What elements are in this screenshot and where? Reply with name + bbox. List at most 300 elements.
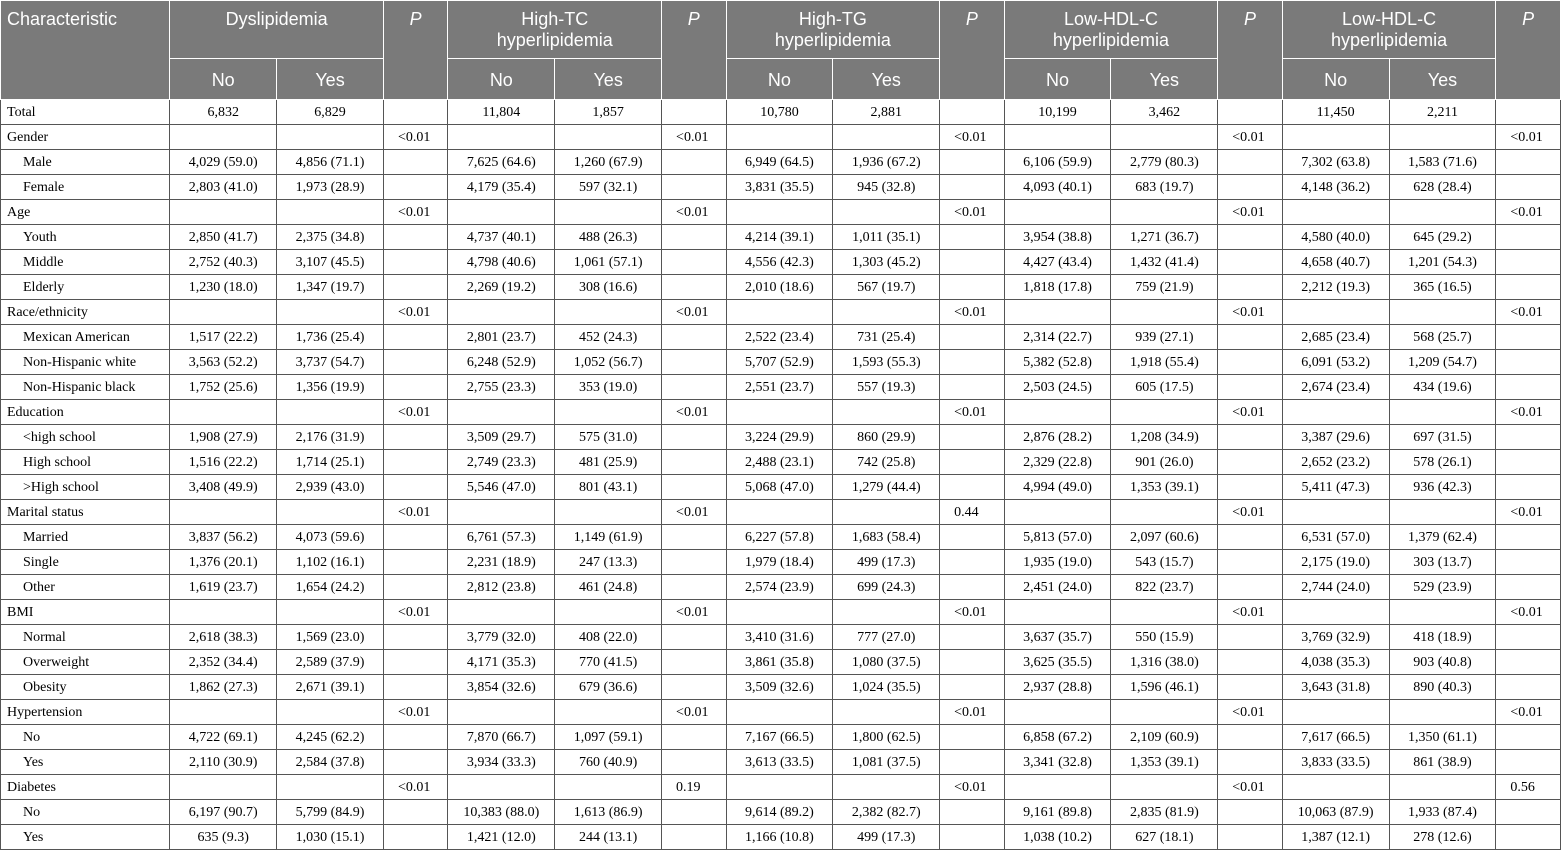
table-header <box>1 1 1561 100</box>
row-label: BMI <box>1 600 170 625</box>
p-value-cell <box>1218 150 1282 175</box>
value-cell: 303 (13.7) <box>1389 550 1496 575</box>
value-cell: 1,736 (25.4) <box>277 325 384 350</box>
value-cell: 4,737 (40.1) <box>448 225 555 250</box>
value-cell <box>448 200 555 225</box>
p-value-cell <box>383 275 447 300</box>
row-label: Normal <box>1 625 170 650</box>
value-cell: 635 (9.3) <box>170 825 277 850</box>
value-cell: 2,451 (24.0) <box>1004 575 1111 600</box>
value-cell: 1,376 (20.1) <box>170 550 277 575</box>
row-label: No <box>1 800 170 825</box>
p-value-cell <box>1218 825 1282 850</box>
p-value-cell <box>662 750 726 775</box>
value-cell <box>1389 700 1496 725</box>
p-value-cell <box>1218 525 1282 550</box>
value-cell <box>277 300 384 325</box>
value-cell: 461 (24.8) <box>555 575 662 600</box>
value-cell: 1,271 (36.7) <box>1111 225 1218 250</box>
p-value-cell: <0.01 <box>1218 300 1282 325</box>
table-row <box>1 225 1561 250</box>
value-cell <box>1389 600 1496 625</box>
p-value-cell <box>383 550 447 575</box>
value-cell: 2,755 (23.3) <box>448 375 555 400</box>
value-cell: 2,503 (24.5) <box>1004 375 1111 400</box>
value-cell: 6,197 (90.7) <box>170 800 277 825</box>
value-cell <box>1282 125 1389 150</box>
value-cell: 10,383 (88.0) <box>448 800 555 825</box>
value-cell: 9,614 (89.2) <box>726 800 833 825</box>
p-value-cell <box>662 725 726 750</box>
value-cell: 488 (26.3) <box>555 225 662 250</box>
p-value-cell <box>383 350 447 375</box>
value-cell: 1,052 (56.7) <box>555 350 662 375</box>
value-cell: 2,211 <box>1389 100 1496 125</box>
value-cell: 543 (15.7) <box>1111 550 1218 575</box>
row-label: Female <box>1 175 170 200</box>
p-header: P <box>662 1 726 100</box>
value-cell: 499 (17.3) <box>833 550 940 575</box>
value-cell: 529 (23.9) <box>1389 575 1496 600</box>
p-value-cell <box>940 450 1004 475</box>
table-row <box>1 750 1561 775</box>
p-value-cell <box>940 825 1004 850</box>
value-cell <box>555 500 662 525</box>
value-cell <box>1282 200 1389 225</box>
table-row <box>1 450 1561 475</box>
value-cell: 3,341 (32.8) <box>1004 750 1111 775</box>
value-cell <box>170 200 277 225</box>
p-value-cell <box>1496 425 1561 450</box>
p-value-cell: <0.01 <box>1218 700 1282 725</box>
value-cell <box>1111 700 1218 725</box>
table-row <box>1 150 1561 175</box>
value-cell: 7,167 (66.5) <box>726 725 833 750</box>
value-cell: 3,107 (45.5) <box>277 250 384 275</box>
value-cell: 1,862 (27.3) <box>170 675 277 700</box>
value-cell: 1,421 (12.0) <box>448 825 555 850</box>
group-header-high-tc: High-TC hyperlipidemia <box>448 1 662 59</box>
value-cell: 3,769 (32.9) <box>1282 625 1389 650</box>
value-cell: 1,149 (61.9) <box>555 525 662 550</box>
p-value-cell: <0.01 <box>940 600 1004 625</box>
value-cell: 5,382 (52.8) <box>1004 350 1111 375</box>
p-value-cell <box>940 625 1004 650</box>
value-cell <box>833 300 940 325</box>
value-cell: 2,835 (81.9) <box>1111 800 1218 825</box>
value-cell: 4,427 (43.4) <box>1004 250 1111 275</box>
value-cell: 2,752 (40.3) <box>170 250 277 275</box>
p-value-cell: 0.19 <box>662 775 726 800</box>
value-cell <box>1004 775 1111 800</box>
value-cell: 3,934 (33.3) <box>448 750 555 775</box>
value-cell: 2,850 (41.7) <box>170 225 277 250</box>
value-cell: 801 (43.1) <box>555 475 662 500</box>
value-cell: 3,837 (56.2) <box>170 525 277 550</box>
value-cell: 939 (27.1) <box>1111 325 1218 350</box>
value-cell: 1,201 (54.3) <box>1389 250 1496 275</box>
value-cell: 6,761 (57.3) <box>448 525 555 550</box>
p-value-cell <box>940 675 1004 700</box>
value-cell: 731 (25.4) <box>833 325 940 350</box>
value-cell <box>1111 600 1218 625</box>
value-cell: 578 (26.1) <box>1389 450 1496 475</box>
value-cell: 1,593 (55.3) <box>833 350 940 375</box>
value-cell: 2,801 (23.7) <box>448 325 555 350</box>
table-row <box>1 625 1561 650</box>
value-cell <box>1282 600 1389 625</box>
value-cell: 936 (42.3) <box>1389 475 1496 500</box>
value-cell: 3,954 (38.8) <box>1004 225 1111 250</box>
p-value-cell <box>662 575 726 600</box>
p-value-cell: <0.01 <box>940 775 1004 800</box>
value-cell: 759 (21.9) <box>1111 275 1218 300</box>
value-cell: 1,260 (67.9) <box>555 150 662 175</box>
table-row <box>1 675 1561 700</box>
value-cell: 6,531 (57.0) <box>1282 525 1389 550</box>
value-cell <box>833 500 940 525</box>
p-value-cell: <0.01 <box>1496 500 1561 525</box>
p-value-cell <box>383 825 447 850</box>
p-value-cell <box>1218 800 1282 825</box>
value-cell: 2,937 (28.8) <box>1004 675 1111 700</box>
value-cell: 308 (16.6) <box>555 275 662 300</box>
value-cell: 481 (25.9) <box>555 450 662 475</box>
no-header: No <box>726 59 833 100</box>
value-cell: 2,522 (23.4) <box>726 325 833 350</box>
p-value-cell <box>1218 575 1282 600</box>
p-value-cell <box>383 725 447 750</box>
value-cell: 7,302 (63.8) <box>1282 150 1389 175</box>
value-cell: 365 (16.5) <box>1389 275 1496 300</box>
p-value-cell <box>1218 750 1282 775</box>
p-value-cell <box>940 350 1004 375</box>
value-cell <box>277 500 384 525</box>
p-value-cell <box>662 450 726 475</box>
row-label: Yes <box>1 825 170 850</box>
value-cell: 11,450 <box>1282 100 1389 125</box>
table-row <box>1 800 1561 825</box>
p-value-cell <box>1496 325 1561 350</box>
p-value-cell <box>383 650 447 675</box>
value-cell <box>170 300 277 325</box>
p-value-cell <box>1496 450 1561 475</box>
value-cell: 1,279 (44.4) <box>833 475 940 500</box>
p-value-cell: <0.01 <box>662 700 726 725</box>
value-cell: 4,179 (35.4) <box>448 175 555 200</box>
value-cell <box>448 125 555 150</box>
p-value-cell <box>1218 225 1282 250</box>
value-cell <box>448 600 555 625</box>
p-value-cell <box>1218 475 1282 500</box>
value-cell: 4,994 (49.0) <box>1004 475 1111 500</box>
value-cell <box>277 125 384 150</box>
p-value-cell <box>940 225 1004 250</box>
p-value-cell <box>662 650 726 675</box>
value-cell: 2,314 (22.7) <box>1004 325 1111 350</box>
p-value-cell <box>1218 725 1282 750</box>
p-value-cell <box>940 725 1004 750</box>
value-cell: 1,011 (35.1) <box>833 225 940 250</box>
value-cell: 860 (29.9) <box>833 425 940 450</box>
value-cell: 1,166 (10.8) <box>726 825 833 850</box>
value-cell: 5,799 (84.9) <box>277 800 384 825</box>
value-cell: 3,613 (33.5) <box>726 750 833 775</box>
p-value-cell <box>383 675 447 700</box>
row-label: Gender <box>1 125 170 150</box>
p-value-cell: <0.01 <box>662 500 726 525</box>
value-cell <box>1004 300 1111 325</box>
p-header: P <box>383 1 447 100</box>
p-value-cell <box>1218 625 1282 650</box>
p-value-cell <box>662 425 726 450</box>
p-value-cell <box>383 375 447 400</box>
value-cell: 7,625 (64.6) <box>448 150 555 175</box>
p-value-cell: <0.01 <box>1496 200 1561 225</box>
value-cell: 3,563 (52.2) <box>170 350 277 375</box>
value-cell: 11,804 <box>448 100 555 125</box>
p-value-cell <box>1496 800 1561 825</box>
p-value-cell <box>1496 150 1561 175</box>
row-label: >High school <box>1 475 170 500</box>
value-cell: 3,462 <box>1111 100 1218 125</box>
value-cell: 452 (24.3) <box>555 325 662 350</box>
no-header: No <box>448 59 555 100</box>
value-cell: 568 (25.7) <box>1389 325 1496 350</box>
value-cell: 3,779 (32.0) <box>448 625 555 650</box>
p-value-cell <box>1496 625 1561 650</box>
p-value-cell: <0.01 <box>940 125 1004 150</box>
value-cell: 1,347 (19.7) <box>277 275 384 300</box>
row-label: Marital status <box>1 500 170 525</box>
p-value-cell <box>383 175 447 200</box>
value-cell: 6,248 (52.9) <box>448 350 555 375</box>
p-value-cell: <0.01 <box>383 300 447 325</box>
value-cell <box>1111 400 1218 425</box>
table-body <box>1 100 1561 850</box>
p-value-cell <box>1496 100 1561 125</box>
value-cell: 1,356 (19.9) <box>277 375 384 400</box>
value-cell: 4,171 (35.3) <box>448 650 555 675</box>
table-row <box>1 500 1561 525</box>
table-row <box>1 725 1561 750</box>
value-cell <box>833 200 940 225</box>
value-cell <box>170 400 277 425</box>
value-cell: 7,617 (66.5) <box>1282 725 1389 750</box>
p-value-cell: <0.01 <box>662 300 726 325</box>
p-value-cell: <0.01 <box>940 400 1004 425</box>
p-value-cell <box>383 325 447 350</box>
p-value-cell <box>383 475 447 500</box>
value-cell <box>555 200 662 225</box>
value-cell: 697 (31.5) <box>1389 425 1496 450</box>
p-value-cell: 0.56 <box>1496 775 1561 800</box>
value-cell: 2,652 (23.2) <box>1282 450 1389 475</box>
value-cell: 1,908 (27.9) <box>170 425 277 450</box>
value-cell: 4,029 (59.0) <box>170 150 277 175</box>
value-cell: 1,619 (23.7) <box>170 575 277 600</box>
p-value-cell <box>1496 575 1561 600</box>
value-cell <box>555 300 662 325</box>
value-cell: 2,812 (23.8) <box>448 575 555 600</box>
value-cell <box>726 300 833 325</box>
p-value-cell <box>1496 250 1561 275</box>
row-label: Married <box>1 525 170 550</box>
value-cell: 1,030 (15.1) <box>277 825 384 850</box>
value-cell <box>1111 775 1218 800</box>
value-cell <box>555 700 662 725</box>
value-cell: 2,375 (34.8) <box>277 225 384 250</box>
value-cell: 903 (40.8) <box>1389 650 1496 675</box>
table-row <box>1 250 1561 275</box>
p-value-cell: <0.01 <box>1218 200 1282 225</box>
value-cell: 3,854 (32.6) <box>448 675 555 700</box>
group-header-dyslipidemia: Dyslipidemia <box>170 1 384 59</box>
yes-header: Yes <box>1111 59 1218 100</box>
value-cell: 2,618 (38.3) <box>170 625 277 650</box>
value-cell <box>277 775 384 800</box>
value-cell: 2,109 (60.9) <box>1111 725 1218 750</box>
p-value-cell <box>662 550 726 575</box>
value-cell: 7,870 (66.7) <box>448 725 555 750</box>
value-cell: 5,813 (57.0) <box>1004 525 1111 550</box>
p-value-cell: <0.01 <box>383 200 447 225</box>
value-cell <box>170 600 277 625</box>
value-cell: 1,933 (87.4) <box>1389 800 1496 825</box>
value-cell <box>555 775 662 800</box>
value-cell: 1,857 <box>555 100 662 125</box>
value-cell: 3,387 (29.6) <box>1282 425 1389 450</box>
p-value-cell: <0.01 <box>940 200 1004 225</box>
value-cell: 1,303 (45.2) <box>833 250 940 275</box>
value-cell: 4,798 (40.6) <box>448 250 555 275</box>
p-value-cell: <0.01 <box>383 500 447 525</box>
p-value-cell <box>662 350 726 375</box>
yes-header: Yes <box>833 59 940 100</box>
table-row <box>1 375 1561 400</box>
value-cell: 2,176 (31.9) <box>277 425 384 450</box>
value-cell <box>448 300 555 325</box>
row-label: Total <box>1 100 170 125</box>
value-cell <box>726 775 833 800</box>
value-cell <box>1004 700 1111 725</box>
value-cell <box>1282 700 1389 725</box>
value-cell <box>1004 600 1111 625</box>
value-cell: 408 (22.0) <box>555 625 662 650</box>
value-cell: 244 (13.1) <box>555 825 662 850</box>
value-cell: 1,654 (24.2) <box>277 575 384 600</box>
value-cell: 1,973 (28.9) <box>277 175 384 200</box>
p-value-cell: <0.01 <box>383 700 447 725</box>
p-value-cell: <0.01 <box>1496 300 1561 325</box>
p-value-cell <box>1496 525 1561 550</box>
value-cell: 3,643 (31.8) <box>1282 675 1389 700</box>
value-cell: 2,674 (23.4) <box>1282 375 1389 400</box>
row-label: Education <box>1 400 170 425</box>
value-cell: 3,224 (29.9) <box>726 425 833 450</box>
value-cell: 557 (19.3) <box>833 375 940 400</box>
table-row <box>1 775 1561 800</box>
value-cell: 1,081 (37.5) <box>833 750 940 775</box>
p-value-cell <box>1496 350 1561 375</box>
value-cell: 2,589 (37.9) <box>277 650 384 675</box>
value-cell: 1,102 (16.1) <box>277 550 384 575</box>
value-cell <box>277 400 384 425</box>
yes-header: Yes <box>277 59 384 100</box>
value-cell: 3,737 (54.7) <box>277 350 384 375</box>
value-cell: 890 (40.3) <box>1389 675 1496 700</box>
value-cell: 4,093 (40.1) <box>1004 175 1111 200</box>
p-value-cell <box>383 800 447 825</box>
table-row <box>1 525 1561 550</box>
value-cell: 1,353 (39.1) <box>1111 475 1218 500</box>
value-cell: 6,858 (67.2) <box>1004 725 1111 750</box>
value-cell <box>833 400 940 425</box>
value-cell: 1,569 (23.0) <box>277 625 384 650</box>
row-label: Diabetes <box>1 775 170 800</box>
header-row-groups <box>1 1 1561 59</box>
table-row <box>1 650 1561 675</box>
p-value-cell <box>383 250 447 275</box>
value-cell: 4,556 (42.3) <box>726 250 833 275</box>
value-cell: 1,683 (58.4) <box>833 525 940 550</box>
value-cell: 1,387 (12.1) <box>1282 825 1389 850</box>
value-cell: 3,861 (35.8) <box>726 650 833 675</box>
p-value-cell <box>1496 275 1561 300</box>
p-value-cell: <0.01 <box>1218 400 1282 425</box>
value-cell: 3,625 (35.5) <box>1004 650 1111 675</box>
value-cell: 597 (32.1) <box>555 175 662 200</box>
p-value-cell <box>662 225 726 250</box>
value-cell: 1,752 (25.6) <box>170 375 277 400</box>
value-cell <box>448 500 555 525</box>
p-value-cell: <0.01 <box>383 600 447 625</box>
value-cell <box>833 775 940 800</box>
table-row <box>1 425 1561 450</box>
value-cell <box>277 700 384 725</box>
row-label: Single <box>1 550 170 575</box>
value-cell: 683 (19.7) <box>1111 175 1218 200</box>
row-label: Overweight <box>1 650 170 675</box>
value-cell <box>1004 200 1111 225</box>
value-cell: 699 (24.3) <box>833 575 940 600</box>
value-cell: 5,707 (52.9) <box>726 350 833 375</box>
value-cell: 770 (41.5) <box>555 650 662 675</box>
value-cell <box>726 600 833 625</box>
p-value-cell <box>383 575 447 600</box>
p-value-cell <box>940 475 1004 500</box>
value-cell: 4,245 (62.2) <box>277 725 384 750</box>
header-row-subgroups <box>1 59 1561 100</box>
value-cell: 6,832 <box>170 100 277 125</box>
p-value-cell <box>1218 650 1282 675</box>
p-header: P <box>940 1 1004 100</box>
value-cell: 3,509 (29.7) <box>448 425 555 450</box>
p-value-cell <box>940 375 1004 400</box>
table-row <box>1 575 1561 600</box>
p-header: P <box>1496 1 1561 100</box>
value-cell: 628 (28.4) <box>1389 175 1496 200</box>
p-value-cell <box>662 275 726 300</box>
table-row <box>1 700 1561 725</box>
value-cell: 6,949 (64.5) <box>726 150 833 175</box>
value-cell: 1,714 (25.1) <box>277 450 384 475</box>
value-cell <box>555 125 662 150</box>
value-cell: 2,097 (60.6) <box>1111 525 1218 550</box>
table-row <box>1 175 1561 200</box>
value-cell: 1,800 (62.5) <box>833 725 940 750</box>
p-value-cell: <0.01 <box>662 125 726 150</box>
